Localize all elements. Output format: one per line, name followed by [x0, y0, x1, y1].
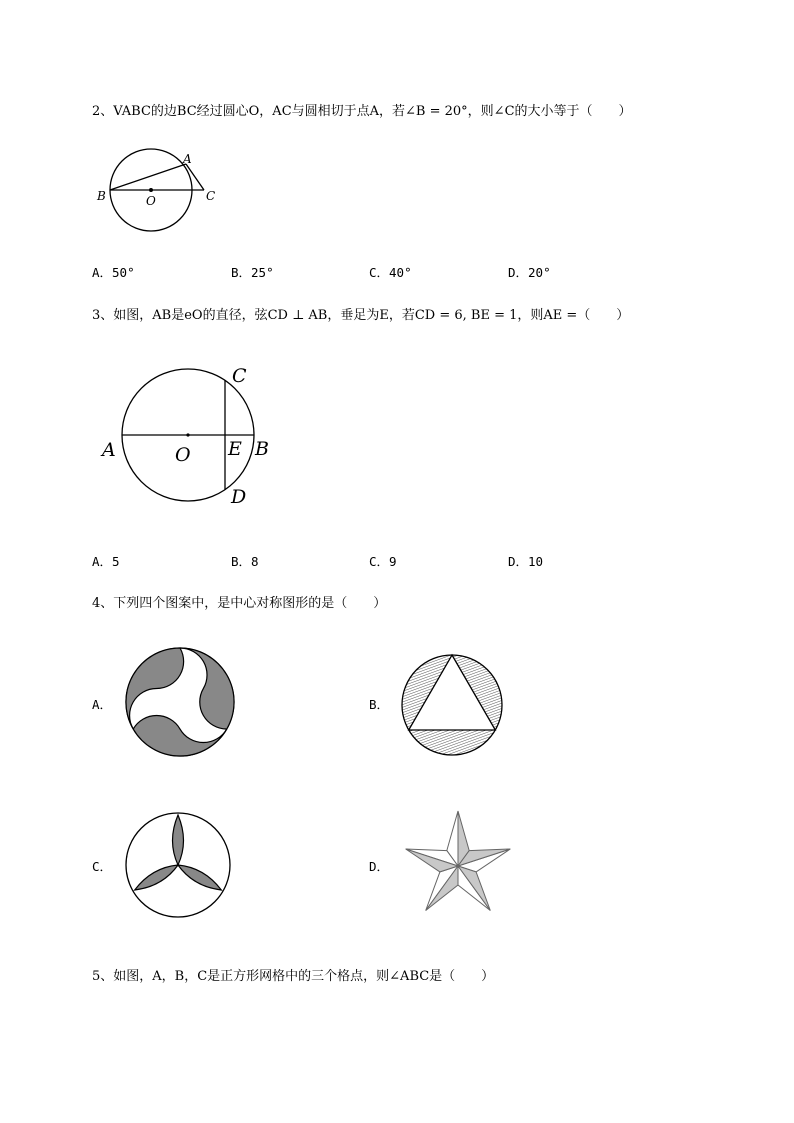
q2-option-d: D．20°: [508, 265, 551, 280]
q3-label-B: B: [255, 438, 269, 460]
q4-figure-b-triangle-in-circle: [400, 653, 504, 757]
q4-label-a: A．: [92, 697, 113, 712]
q4-label-d: D．: [369, 859, 390, 874]
q3-circle-figure: [100, 362, 290, 512]
q4-label-b: B．: [369, 697, 390, 712]
q2-option-a: A．50°: [92, 265, 135, 280]
question-3-text: 3、如图，AB是eO的直径，弦CD ⊥ AB，垂足为E，若CD = 6, BE = 1，则AE =（ ）: [92, 308, 630, 323]
q3-label-C: C: [232, 365, 247, 387]
q3-label-A: A: [102, 439, 116, 461]
q2-label-A: A: [183, 152, 192, 166]
q2-option-c: C．40°: [369, 265, 412, 280]
question-4-text: 4、下列四个图案中，是中心对称图形的是（ ）: [92, 596, 387, 611]
q3-option-b: B．8: [231, 554, 259, 569]
q4-figure-a-swirl: [124, 646, 236, 758]
q2-option-b: B．25°: [231, 265, 274, 280]
q3-option-c: C．9: [369, 554, 397, 569]
q2-circle-figure: [95, 148, 225, 238]
q3-option-d: D．10: [508, 554, 544, 569]
q2-label-B: B: [97, 189, 106, 203]
q3-label-E: E: [228, 438, 242, 460]
question-2-text: 2、VABC的边BC经过圆心O，AC与圆相切于点A，若∠B = 20°，则∠C的大小等于（ ）: [92, 104, 632, 119]
q3-label-D: D: [231, 486, 247, 508]
q3-label-O: O: [175, 444, 191, 466]
q4-figure-d-star: [400, 808, 516, 920]
q2-label-O: O: [146, 194, 156, 208]
question-5-text: 5、如图，A，B，C是正方形网格中的三个格点，则∠ABC是（ ）: [92, 969, 495, 984]
q3-option-a: A．5: [92, 554, 120, 569]
q2-label-C: C: [206, 189, 216, 203]
q4-label-c: C．: [92, 859, 113, 874]
q4-figure-c-petals: [124, 811, 232, 919]
